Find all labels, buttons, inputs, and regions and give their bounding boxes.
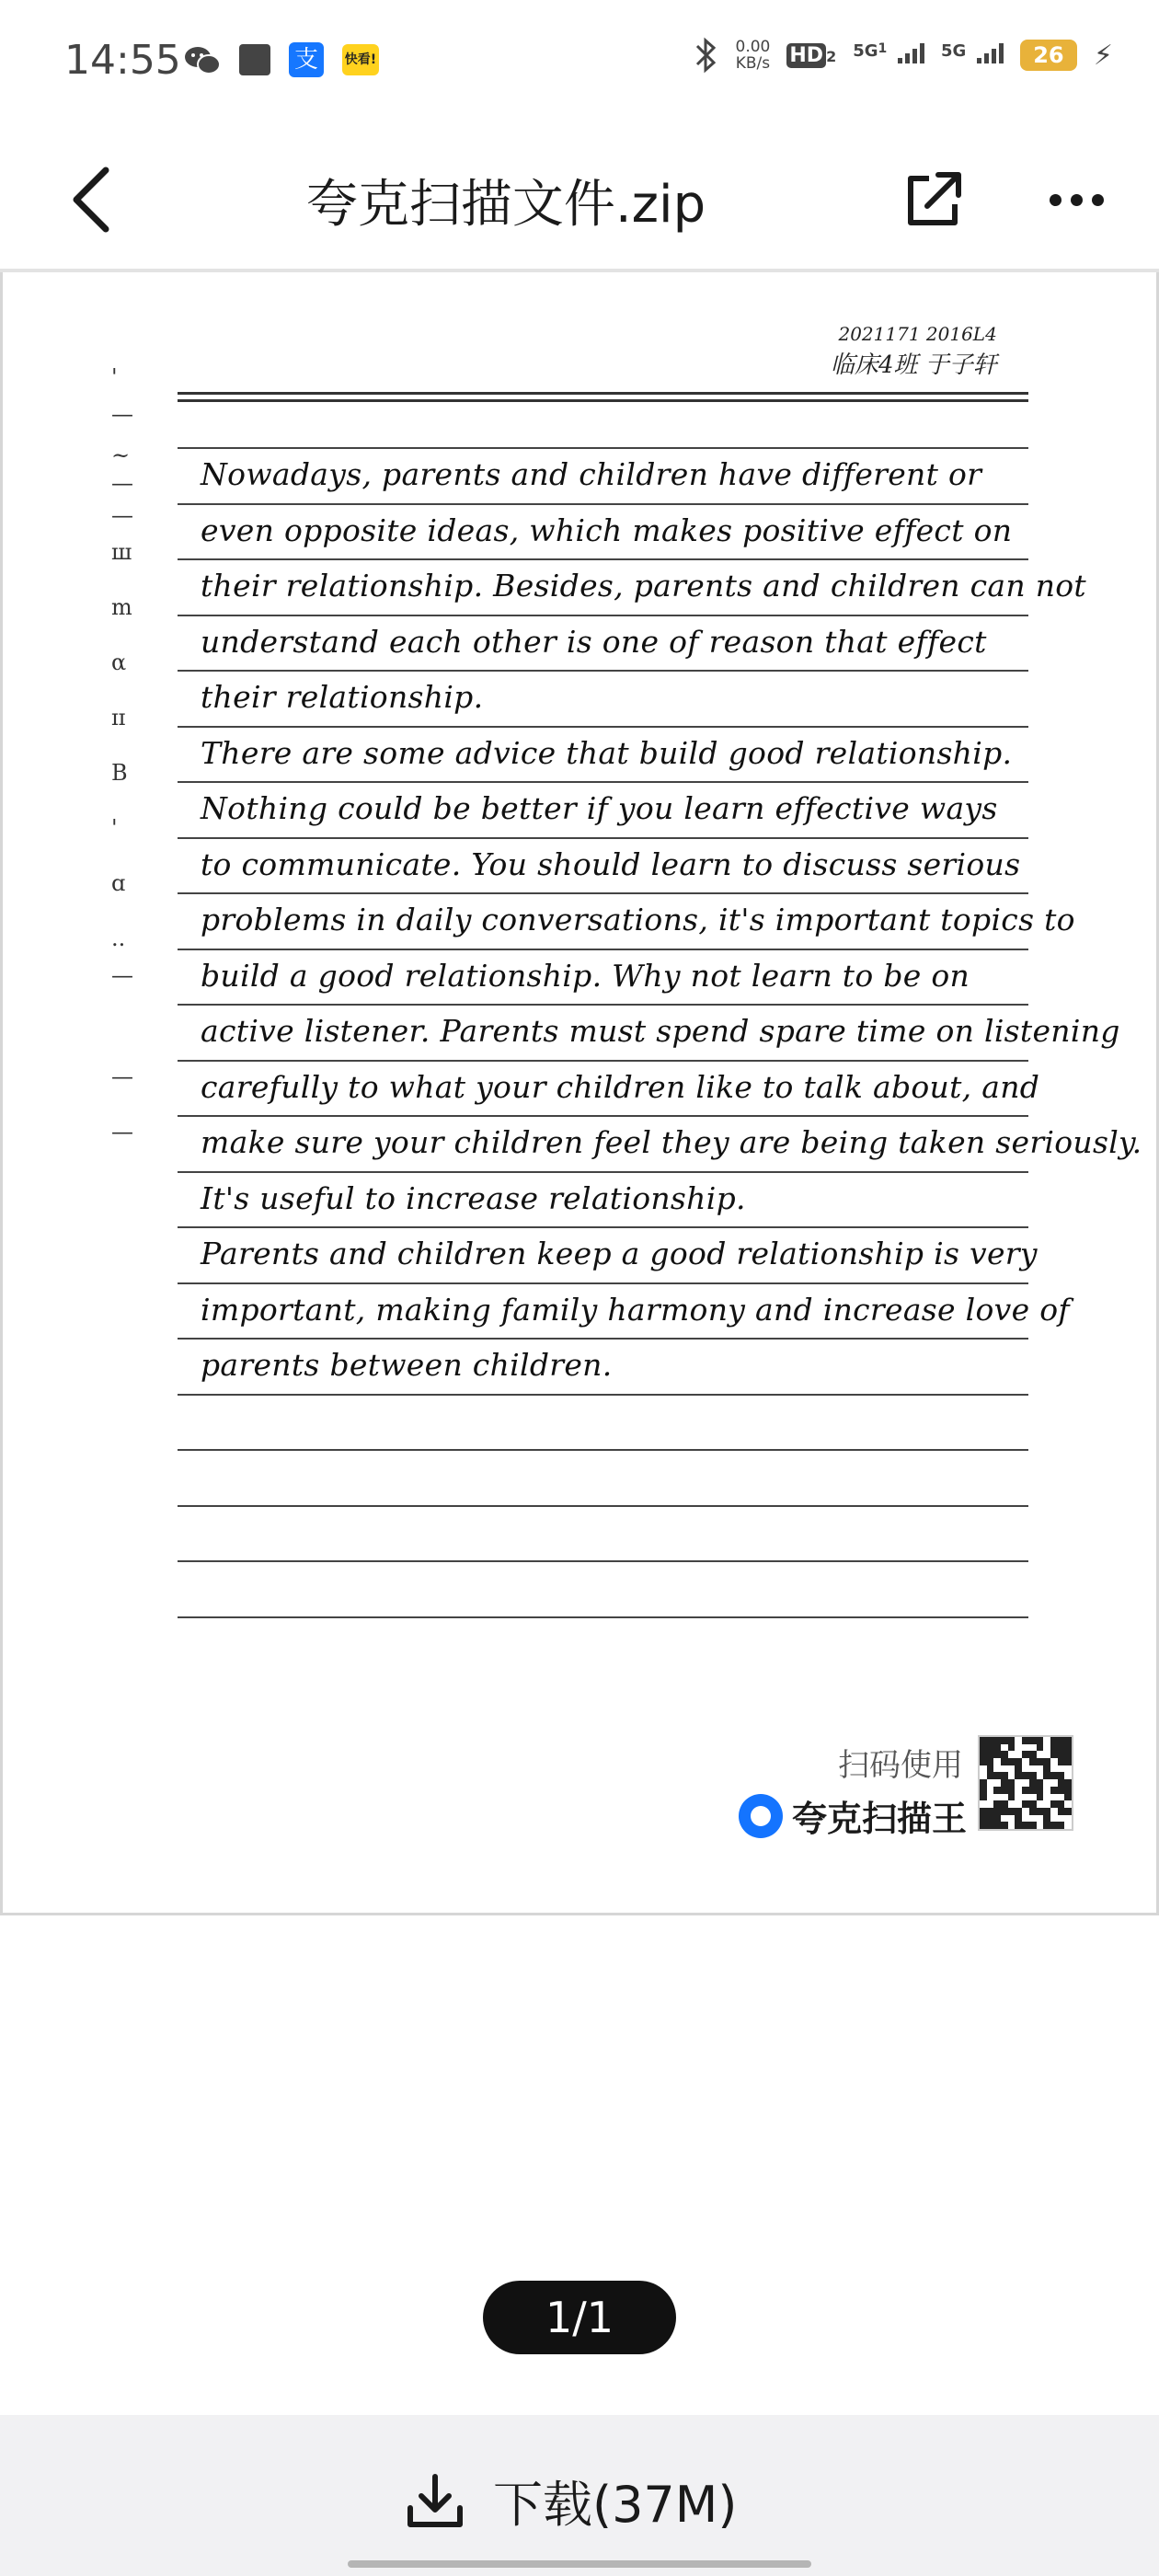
ruled-line <box>178 726 1028 728</box>
network-speed <box>736 39 771 72</box>
more-button[interactable] <box>1030 158 1122 241</box>
ruled-line <box>178 892 1028 894</box>
download-icon <box>405 2471 465 2532</box>
signal-icon-2 <box>941 41 1004 69</box>
page-title: 夸克扫描文件.zip <box>305 175 706 235</box>
signal-icon <box>853 41 924 69</box>
speed-unit: KB/s <box>735 54 771 73</box>
hd-sub: 2 <box>826 47 837 65</box>
page-indicator: 1/1 <box>483 2281 676 2354</box>
handwritten-line: even opposite ideas, which makes positive effect on <box>201 512 1013 548</box>
margin-mark: — <box>111 401 133 427</box>
brand-name: 夸克扫描王 <box>792 1799 968 1839</box>
more-icon-dot <box>1071 194 1083 206</box>
handwritten-line: their relationship. <box>201 679 484 715</box>
handwritten-line: Parents and children keep a good relationship is very <box>201 1236 1038 1271</box>
margin-mark: m <box>111 594 132 620</box>
handwritten-line: their relationship. Besides, parents and children can not <box>201 568 1086 604</box>
kuaikan-icon: 快看! <box>342 44 379 75</box>
ruled-line <box>178 1060 1028 1062</box>
margin-mark: — <box>111 502 133 528</box>
margin-mark: ɑ <box>111 870 126 896</box>
ruled-line <box>178 1394 1028 1396</box>
notification-square-icon <box>239 44 270 75</box>
ruled-line <box>178 781 1028 783</box>
wechat-icon <box>184 45 221 75</box>
ruled-line <box>178 1616 1028 1618</box>
header-note-line1: 2021171 2016L4 <box>838 323 997 345</box>
ruled-line <box>178 558 1028 560</box>
ruled-line <box>178 447 1028 449</box>
download-label: 下载(37M) <box>493 2476 738 2534</box>
hd-badge <box>786 44 836 67</box>
home-indicator[interactable] <box>348 2560 811 2568</box>
ruled-line <box>178 1449 1028 1451</box>
handwritten-line: make sure your children feel they are being taken seriously. <box>201 1124 1142 1160</box>
ruled-line <box>178 949 1028 950</box>
ruled-line <box>178 1282 1028 1284</box>
header-note-line2: 临床4班 于子轩 <box>831 351 997 379</box>
bluetooth-icon <box>694 37 719 74</box>
handwritten-line: Nothing could be better if you learn effective ways <box>201 790 998 826</box>
margin-mark: ' <box>111 815 118 841</box>
app-header <box>0 138 1159 267</box>
net1-label: 5G <box>853 41 878 61</box>
brand-watermark <box>739 1790 967 1841</box>
charging-icon: ⚡ <box>1093 39 1113 72</box>
bottom-bar <box>0 2415 1159 2576</box>
ruled-line <box>178 1226 1028 1228</box>
speed-value: 0.00 <box>735 38 771 56</box>
ruled-line <box>178 1560 1028 1562</box>
handwritten-line: understand each other is one of reason that effect <box>201 623 987 660</box>
net2-label: 5G <box>940 41 967 61</box>
status-right-icons <box>694 37 1113 74</box>
ruled-line <box>178 1505 1028 1507</box>
margin-mark: — <box>111 1119 133 1144</box>
hd-label: HD <box>786 43 826 68</box>
margin-mark: .. <box>111 926 126 951</box>
handwritten-line: Nowadays, parents and children have different or <box>201 456 982 492</box>
alipay-icon: 支 <box>289 42 324 77</box>
margin-mark: — <box>111 1064 133 1089</box>
margin-mark: ~ <box>111 443 131 468</box>
document-page[interactable] <box>0 272 1159 1915</box>
ruled-line <box>178 1171 1028 1173</box>
share-button[interactable] <box>892 158 975 241</box>
battery-level: 26 <box>1033 42 1064 68</box>
handwritten-line: active listener. Parents must spend spare time on listening <box>201 1013 1120 1049</box>
handwritten-line: important, making family harmony and increase love of <box>201 1291 1070 1328</box>
title-rule-lines <box>178 392 1028 407</box>
handwritten-line: It's useful to increase relationship. <box>201 1179 746 1216</box>
status-bar <box>0 0 1159 124</box>
ruled-line <box>178 1004 1028 1006</box>
ruled-line <box>178 615 1028 616</box>
margin-mark: α <box>111 650 127 675</box>
ruled-line <box>178 1115 1028 1117</box>
margin-mark: ' <box>111 364 118 390</box>
margin-mark: — <box>111 470 133 496</box>
battery-icon <box>1020 40 1077 71</box>
quark-logo-icon <box>739 1794 783 1838</box>
more-icon <box>1050 194 1061 206</box>
margin-mark: B <box>111 760 128 786</box>
net1-sup: 1 <box>878 41 888 56</box>
share-icon <box>901 167 966 232</box>
doc-header-note <box>831 318 997 381</box>
margin-mark: — <box>111 962 133 988</box>
more-icon-dot <box>1092 194 1104 206</box>
ruled-line <box>178 837 1028 839</box>
handwritten-line: There are some advice that build good relationship. <box>201 734 1013 771</box>
ruled-line <box>178 503 1028 505</box>
status-time: 14:55 <box>64 37 181 84</box>
handwritten-line: build a good relationship. Why not learn to be on <box>201 957 970 994</box>
handwritten-line: problems in daily conversations, it's important topics to <box>201 902 1075 937</box>
qr-code-icon <box>978 1735 1073 1831</box>
handwritten-line: carefully to what your children like to talk about, and <box>201 1068 1040 1105</box>
ruled-line <box>178 670 1028 672</box>
handwritten-line: parents between children. <box>201 1347 613 1383</box>
scan-to-use-label: 扫码使用 <box>838 1747 963 1784</box>
status-left-icons <box>184 42 379 77</box>
handwritten-line: to communicate. You should learn to discuss serious <box>201 845 1021 882</box>
margin-mark: ш <box>111 539 132 565</box>
ruled-line <box>178 1338 1028 1340</box>
margin-mark: ɪɪ <box>111 705 126 730</box>
download-button[interactable] <box>405 2466 737 2536</box>
